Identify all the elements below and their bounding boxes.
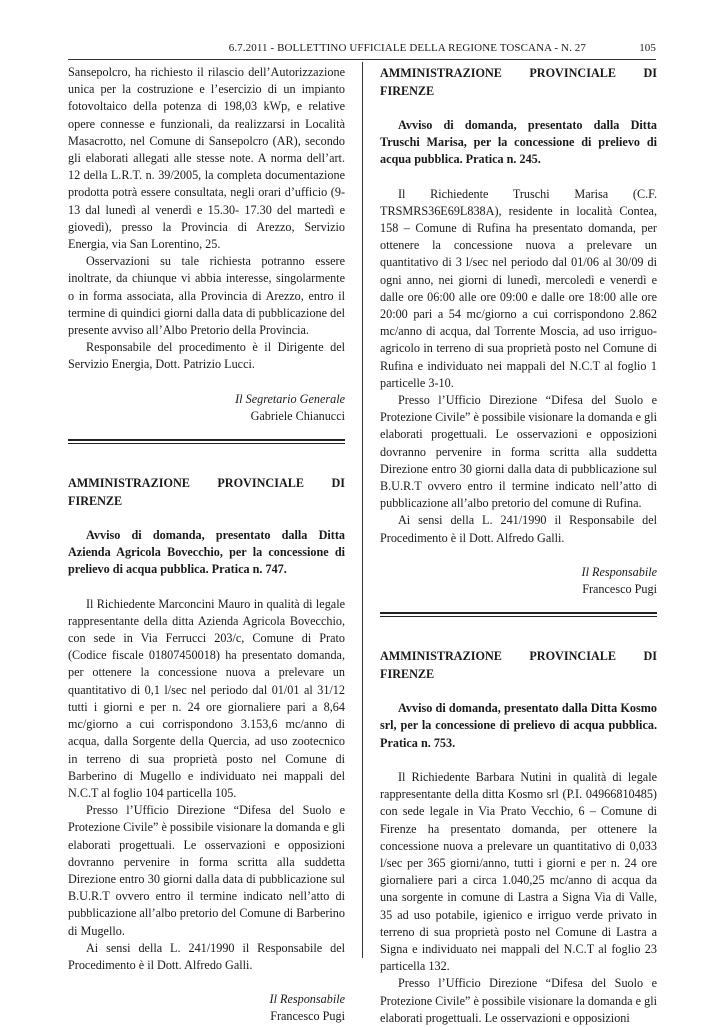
left-column [68,64,345,1026]
page-header [68,40,656,60]
signature-role: Il Segretario Generale [235,391,345,406]
column-divider [362,62,363,958]
section-separator [68,439,345,444]
notice-paragraph: Ai sensi della L. 241/1990 il Responsabile del Procedimento è il Dott. Alfredo Galli. [68,940,345,972]
notice-paragraph: Presso l’Ufficio Direzione “Difesa del Suolo e Protezione Civile” è possibile visionare la domanda e gli elaborati progettuali. Le osservazioni e opposizioni dovranno pervenire in forma scritta alla suddetta Direzione entro 30 giorni dalla data di pubblicazione sul B.U.R.T ovvero entro il termine indicato nell’atto di pubblicazione all’albo pretorio del comune di Rufina. [380,393,657,511]
notice-paragraph: Il Richiedente Barbara Nutini in qualità di legale rappresentante della ditta Kosmo srl (P.I. 04966810485) con sede legale in Via Prato Vecchio, 6 – Comune di Firenze ha presentato domanda, per ottenere la concessione nuova a prelevare un quantitativo di 0,033 l/sec per 365 giorni/anno, tutti i giorni e per n. 24 ore giornaliere pari a circa 1.040,25 mc/anno di acqua da una sorgente in comune di Lastra a Signa Via di Valle, 35 ad uso potabile, igienico e irriguo verde privato in terreno di sua proprietà posto nel Comune di Lastra a Signa e individuato nei mappali del N.C.T al foglio 23 particella 132. [380,769,657,974]
notice-heading: AMMINISTRAZIONE PROVINCIALE DI FIRENZE [380,649,657,682]
notice-paragraph: Il Richiedente Truschi Marisa (C.F. TRSMRS36E69L838A), residente in località Contea, 158 – Comune di Rufina ha presentato domanda, per ottenere la concessione nuova a prelevare un quantitativo di 3 l/sec nel periodo dal 01/06 al 30/09 di ogni anno, nei giorni di lunedì, mercoledì e venerdì e dalle ore 06:00 alle ore 09:00 e dalle ore 18:00 alle ore 20:00 pari a 54 mc/giorno a cui corrispondono 2.862 mc/anno di acqua, dal Torrente Moscia, ad uso irriguo-agricolo in terreno di sua proprietà posto nel Comune di Rufina e individuato nei mappali del N.C.T al foglio 1 particelle 3-10. [380,186,657,390]
notice-paragraph: Presso l’Ufficio Direzione “Difesa del Suolo e Protezione Civile” è possibile visionare la domanda e gli elaborati progettuali. Le osservazioni e opposizioni dovranno pervenire in forma scritta alla suddetta Direzione entro 30 giorni dalla data di pubblicazione sul B.U.R.T ovvero entro il termine indicato nell’atto di pubblicazione all’albo pretorio del Comune di Barberino di Mugello. [68,803,345,938]
page-number: 105 [639,42,656,54]
signature-name: Gabriele Chianucci [250,408,345,423]
intro-paragraph: Osservazioni su tale richiesta potranno essere inoltrate, da chiunque vi abbia interesse, singolarmente o in forma associata, alla Provincia di Arezzo, entro il termine di quindici giorni dalla data di pubblicazione del presente avviso all’Albo Pretorio della Provincia. [68,254,345,338]
notice-paragraph: Il Richiedente Marconcini Mauro in qualità di legale rappresentante della ditta Azienda Agricola Bovecchio, con sede in Via Ferrucci 203/c, Comune di Prato (Codice fiscale 01807450018) ha presentato domanda, per ottenere la concessione nuova a prelevare un quantitativo di 0,1 l/sec nel periodo dal 01/01 al 31/12 tutti i giorni e per n. 24 ore giornaliere pari a 8,64 mc/giorno a cui corrispondono 3.153,6 mc/anno di acqua, dalla Sorgente della Quercia, ad uso zootecnico in terreno di sua proprietà posto nel Comune di Barberino di Mugello e individuato nei mappali del N.C.T al foglio 104 particella 105. [68,596,345,800]
notice-subject: Avviso di domanda, presentato dalla Ditta Truschi Marisa, per la concessione di prelievo di acqua pubblica. Pratica n. 245. [380,118,657,167]
signature-name: Francesco Pugi [270,1009,345,1024]
notice-paragraph: Presso l’Ufficio Direzione “Difesa del Suolo e Protezione Civile” è possibile visionare la domanda e gli elaborati progettuali. Le osservazioni e opposizioni [380,976,657,1025]
notice-heading: AMMINISTRAZIONE PROVINCIALE DI FIRENZE [380,66,657,98]
notice-subject: Avviso di domanda, presentato dalla Ditta Azienda Agricola Bovecchio, per la concessione di prelievo di acqua pubblica. Pratica n. 747. [68,528,345,577]
section-separator [380,612,657,617]
right-column [380,64,657,1027]
header-rule [68,59,656,60]
signature-name: Francesco Pugi [582,582,657,597]
notice-paragraph: Ai sensi della L. 241/1990 il Responsabile del Procedimento è il Dott. Alfredo Galli. [380,513,657,545]
intro-paragraph: Sansepolcro, ha richiesto il rilascio dell’Autorizzazione unica per la costruzione e l’esercizio di un impianto fotovoltaico della potenza di 198,03 kWp, e relative opere connesse e funzionali, da realizzarsi in Località Masacrotto, nel Comune di Sansepolcro (AR), secondo gli elaborati allegati alle stesse note. A norma dell’art. 12 della L.R.T. n. 39/2005, la completa documentazione prodotta potrà essere consultata, negli orari d’ufficio (9-13 dal lunedì al venerdì e 15.30- 17.30 del martedì e giovedì), presso la Provincia di Arezzo, Servizio Energia, via San Lorentino, 25. [68,65,345,252]
intro-paragraph: Responsabile del procedimento è il Dirigente del Servizio Energia, Dott. Patrizio Lucci. [68,340,345,372]
signature-role: Il Responsabile [581,564,657,579]
notice-heading: AMMINISTRAZIONE PROVINCIALE DI FIRENZE [68,476,345,509]
signature-role: Il Responsabile [269,992,345,1007]
notice-subject: Avviso di domanda, presentato dalla Ditta Kosmo srl, per la concessione di prelievo di acqua pubblica. Pratica n. 753. [380,701,657,750]
bulletin-title: 6.7.2011 - BOLLETTINO UFFICIALE DELLA REGIONE TOSCANA - N. 27 [228,42,586,54]
